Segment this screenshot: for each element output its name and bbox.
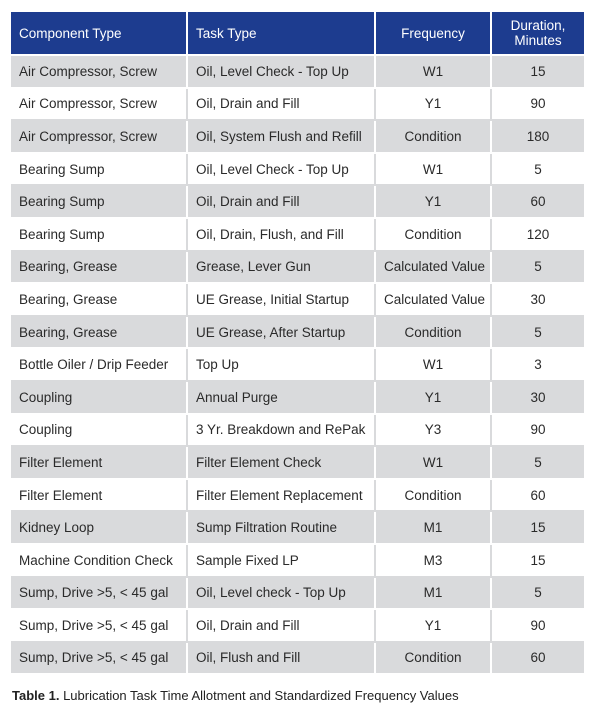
cell-frequency: Condition xyxy=(375,479,491,512)
cell-frequency: M1 xyxy=(375,577,491,610)
cell-duration: 15 xyxy=(491,55,584,88)
cell-task-type: Sample Fixed LP xyxy=(187,544,375,577)
cell-frequency: M1 xyxy=(375,511,491,544)
table-row xyxy=(11,348,584,381)
cell-frequency: Y1 xyxy=(375,88,491,121)
cell-duration: 5 xyxy=(491,153,584,186)
cell-frequency: Condition xyxy=(375,316,491,349)
cell-component-type: Kidney Loop xyxy=(11,511,187,544)
cell-frequency: W1 xyxy=(375,55,491,88)
cell-component-type: Bearing, Grease xyxy=(11,283,187,316)
cell-duration: 15 xyxy=(491,544,584,577)
cell-task-type: Annual Purge xyxy=(187,381,375,414)
cell-component-type: Filter Element xyxy=(11,446,187,479)
header-frequency: Frequency xyxy=(375,12,491,55)
table-row xyxy=(11,88,584,121)
cell-duration: 30 xyxy=(491,381,584,414)
cell-frequency: Y1 xyxy=(375,185,491,218)
table-row xyxy=(11,642,584,675)
cell-duration: 5 xyxy=(491,251,584,284)
table-row xyxy=(11,55,584,88)
cell-component-type: Sump, Drive >5, < 45 gal xyxy=(11,642,187,675)
cell-duration: 15 xyxy=(491,511,584,544)
cell-duration: 60 xyxy=(491,479,584,512)
cell-component-type: Filter Element xyxy=(11,479,187,512)
cell-task-type: Oil, Drain, Flush, and Fill xyxy=(187,218,375,251)
cell-duration: 5 xyxy=(491,446,584,479)
table-row xyxy=(11,251,584,284)
header-duration-line2: Minutes xyxy=(514,33,562,48)
table-row xyxy=(11,414,584,447)
table-header xyxy=(11,12,584,55)
table-row xyxy=(11,446,584,479)
table-row xyxy=(11,609,584,642)
table-row xyxy=(11,283,584,316)
header-duration xyxy=(491,12,584,55)
table-row xyxy=(11,120,584,153)
table-row xyxy=(11,316,584,349)
cell-duration: 60 xyxy=(491,185,584,218)
cell-task-type: Top Up xyxy=(187,348,375,381)
table-row xyxy=(11,544,584,577)
cell-task-type: Sump Filtration Routine xyxy=(187,511,375,544)
cell-duration: 60 xyxy=(491,642,584,675)
cell-task-type: Oil, Level Check - Top Up xyxy=(187,55,375,88)
cell-duration: 90 xyxy=(491,88,584,121)
cell-task-type: Oil, Flush and Fill xyxy=(187,642,375,675)
cell-task-type: UE Grease, After Startup xyxy=(187,316,375,349)
table-row xyxy=(11,577,584,610)
cell-component-type: Air Compressor, Screw xyxy=(11,88,187,121)
cell-duration: 120 xyxy=(491,218,584,251)
cell-task-type: 3 Yr. Breakdown and RePak xyxy=(187,414,375,447)
table-caption xyxy=(12,688,459,703)
cell-task-type: Filter Element Check xyxy=(187,446,375,479)
header-row xyxy=(11,12,584,55)
cell-component-type: Bearing, Grease xyxy=(11,251,187,284)
cell-component-type: Sump, Drive >5, < 45 gal xyxy=(11,577,187,610)
cell-component-type: Bearing Sump xyxy=(11,153,187,186)
cell-frequency: Y1 xyxy=(375,381,491,414)
cell-frequency: Y3 xyxy=(375,414,491,447)
cell-component-type: Bottle Oiler / Drip Feeder xyxy=(11,348,187,381)
table-row xyxy=(11,218,584,251)
table-row xyxy=(11,511,584,544)
cell-component-type: Machine Condition Check xyxy=(11,544,187,577)
cell-duration: 5 xyxy=(491,577,584,610)
cell-frequency: Calculated Value xyxy=(375,251,491,284)
cell-task-type: Oil, System Flush and Refill xyxy=(187,120,375,153)
table-row xyxy=(11,381,584,414)
cell-task-type: UE Grease, Initial Startup xyxy=(187,283,375,316)
cell-duration: 3 xyxy=(491,348,584,381)
header-component-type: Component Type xyxy=(11,12,187,55)
cell-component-type: Bearing, Grease xyxy=(11,316,187,349)
lubrication-table-container xyxy=(11,12,584,675)
cell-component-type: Bearing Sump xyxy=(11,185,187,218)
header-task-type: Task Type xyxy=(187,12,375,55)
cell-task-type: Filter Element Replacement xyxy=(187,479,375,512)
cell-task-type: Oil, Drain and Fill xyxy=(187,185,375,218)
table-row xyxy=(11,185,584,218)
cell-frequency: W1 xyxy=(375,446,491,479)
cell-component-type: Coupling xyxy=(11,414,187,447)
cell-component-type: Sump, Drive >5, < 45 gal xyxy=(11,609,187,642)
cell-duration: 90 xyxy=(491,414,584,447)
lubrication-table xyxy=(11,12,584,675)
cell-duration: 30 xyxy=(491,283,584,316)
cell-component-type: Bearing Sump xyxy=(11,218,187,251)
caption-label: Table 1. xyxy=(12,688,60,703)
cell-frequency: W1 xyxy=(375,153,491,186)
cell-task-type: Oil, Level check - Top Up xyxy=(187,577,375,610)
cell-frequency: Condition xyxy=(375,120,491,153)
cell-frequency: Calculated Value xyxy=(375,283,491,316)
cell-duration: 5 xyxy=(491,316,584,349)
cell-frequency: M3 xyxy=(375,544,491,577)
table-body xyxy=(11,55,584,674)
cell-task-type: Oil, Drain and Fill xyxy=(187,609,375,642)
cell-component-type: Air Compressor, Screw xyxy=(11,120,187,153)
cell-task-type: Grease, Lever Gun xyxy=(187,251,375,284)
cell-component-type: Air Compressor, Screw xyxy=(11,55,187,88)
table-row xyxy=(11,479,584,512)
cell-duration: 90 xyxy=(491,609,584,642)
cell-duration: 180 xyxy=(491,120,584,153)
cell-frequency: W1 xyxy=(375,348,491,381)
cell-frequency: Condition xyxy=(375,218,491,251)
cell-frequency: Y1 xyxy=(375,609,491,642)
cell-component-type: Coupling xyxy=(11,381,187,414)
table-row xyxy=(11,153,584,186)
cell-task-type: Oil, Drain and Fill xyxy=(187,88,375,121)
cell-task-type: Oil, Level Check - Top Up xyxy=(187,153,375,186)
header-duration-line1: Duration, xyxy=(510,18,566,33)
cell-frequency: Condition xyxy=(375,642,491,675)
caption-text: Lubrication Task Time Allotment and Standardized Frequency Values xyxy=(59,688,459,703)
